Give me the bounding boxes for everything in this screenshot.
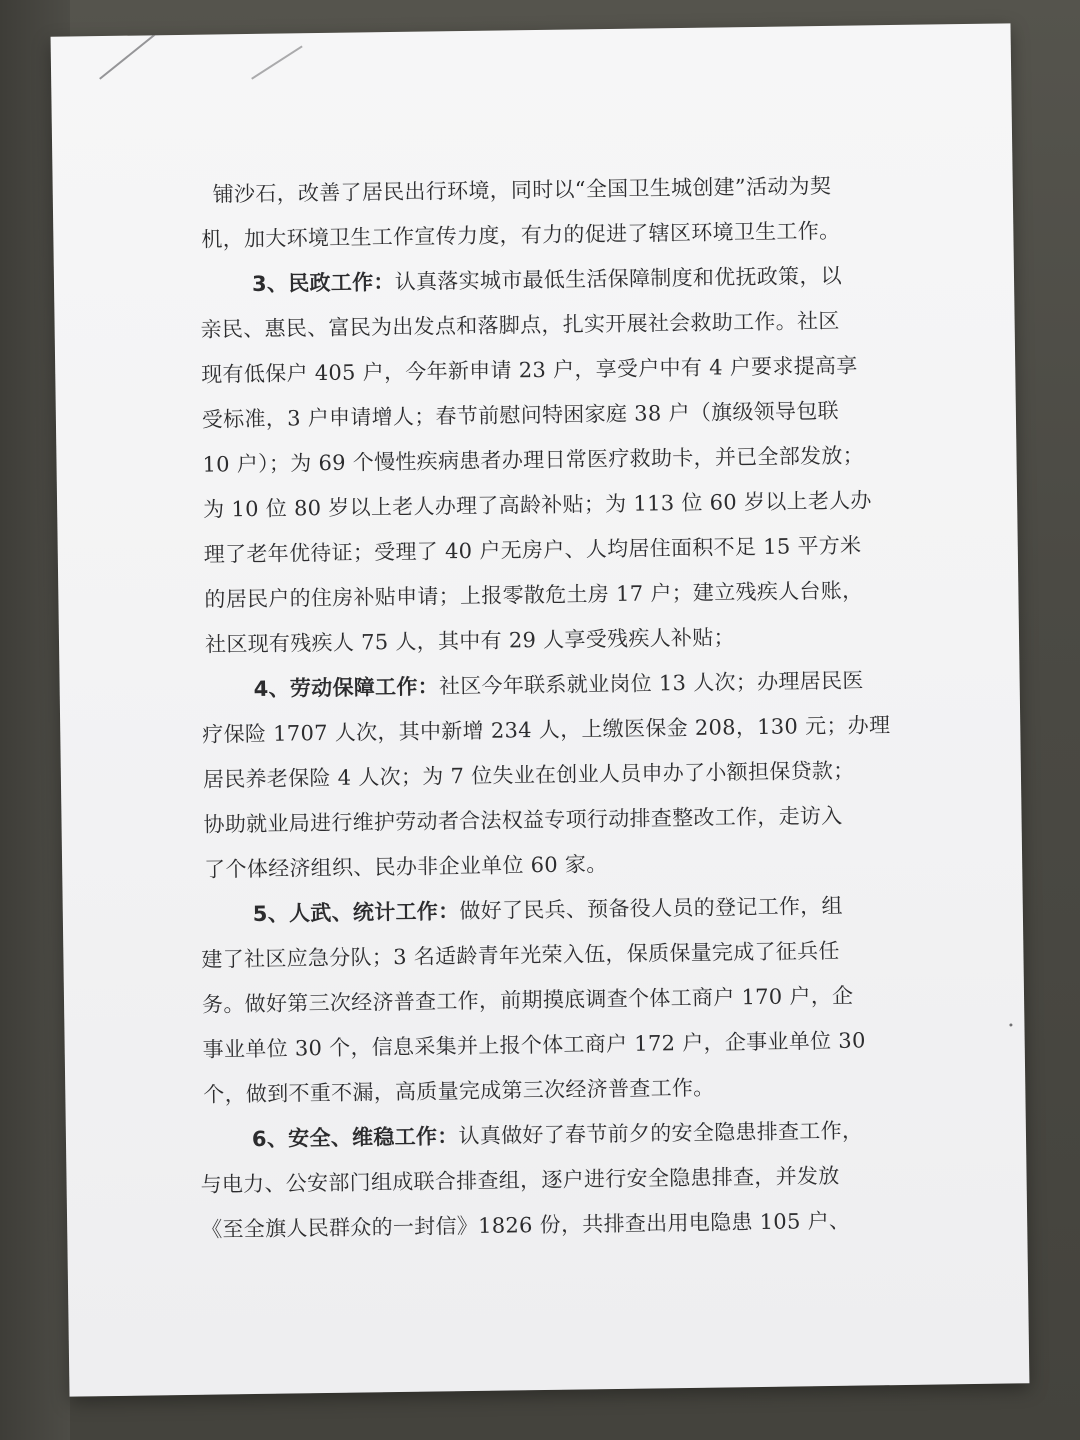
document-body (200, 163, 907, 1252)
section-heading: 4、劳动保障工作： (253, 674, 440, 701)
ink-speck (1009, 1023, 1012, 1026)
paragraph-military-statistics (201, 883, 906, 1118)
text-line: 铺沙石，改善了居民出行环境，同时以“全国卫生城创建”活动为契 (212, 173, 832, 207)
text-line: 社区今年联系就业岗位 13 人次；办理居民医 (438, 668, 864, 699)
paper-sheet (51, 23, 1030, 1396)
text-line: 事业单位 30 个，信息采集并上报个体工商户 172 户，企事业单位 30 (202, 1028, 866, 1062)
text-line: 10 户）；为 69 个慢性疾病患者办理日常医疗救助卡，并已全部发放； (202, 443, 865, 477)
text-line: 居民养老保险 4 人次；为 7 位失业在创业人员申办了小额担保贷款； (202, 758, 855, 792)
text-line: 建了社区应急分队；3 名适龄青年光荣入伍，保质保量完成了征兵任 (201, 938, 840, 972)
pen-stroke (99, 23, 299, 79)
text-line: 理了老年优待证；受理了 40 户无房户、人均居住面积不足 15 平方米 (203, 533, 862, 567)
text-line: 协助就业局进行维护劳动者合法权益专项行动排查整改工作，走访入 (203, 803, 843, 837)
pen-stroke-top (251, 45, 303, 79)
paragraph-civil-affairs (200, 253, 900, 668)
text-line: 个，做到不重不漏，高质量完成第三次经济普查工作。 (203, 1075, 715, 1107)
text-line: 了个体经济组织、民办非企业单位 60 家。 (204, 852, 608, 882)
paragraph-sanitation (201, 163, 893, 262)
text-line: 现有低保户 405 户，今年新申请 23 户，享受户中有 4 户要求提高享 (201, 353, 858, 387)
text-line: 亲民、惠民、富民为出发点和落脚点，扎实开展社会救助工作。社区 (200, 308, 840, 342)
text-line: 与电力、公安部门组成联合排查组，逐户进行安全隐患排查，并发放 (200, 1163, 840, 1197)
text-line: 受标准，3 户申请增人；春节前慰问特困家庭 38 户（旗级领导包联 (201, 398, 840, 432)
section-heading: 5、人武、统计工作： (252, 899, 460, 927)
text-line: 的居民户的住房补贴申请；上报零散危土房 17 户；建立残疾人台账， (204, 578, 864, 612)
text-line: 认真做好了春节前夕的安全隐患排查工作， (458, 1118, 864, 1149)
text-line: 做好了民兵、预备役人员的登记工作，组 (459, 893, 843, 924)
text-line: 认真落实城市最低生活保障制度和优抚政策，以 (394, 263, 843, 294)
text-line: 务。做好第三次经济普查工作，前期摸底调查个体工商户 170 户，企 (201, 983, 854, 1017)
paragraph-safety-stability (200, 1108, 908, 1253)
text-line: 社区现有残疾人 75 人，其中有 29 人享受残疾人补贴； (204, 625, 736, 657)
text-line: 《至全旗人民群众的一封信》1826 份，共排查出用电隐患 105 户、 (201, 1208, 851, 1242)
section-heading: 3、民政工作： (251, 269, 395, 296)
text-line: 为 10 位 80 岁以上老人办理了高龄补贴；为 113 位 60 岁以上老人办 (203, 488, 872, 522)
paragraph-labor-security (201, 658, 902, 893)
text-line: 疗保险 1707 人次，其中新增 234 人，上缴医保金 208，130 元；办理 (202, 713, 891, 747)
text-line: 机，加大环境卫生工作宣传力度，有力的促进了辖区环境卫生工作。 (201, 218, 841, 252)
section-heading: 6、安全、维稳工作： (251, 1124, 459, 1152)
